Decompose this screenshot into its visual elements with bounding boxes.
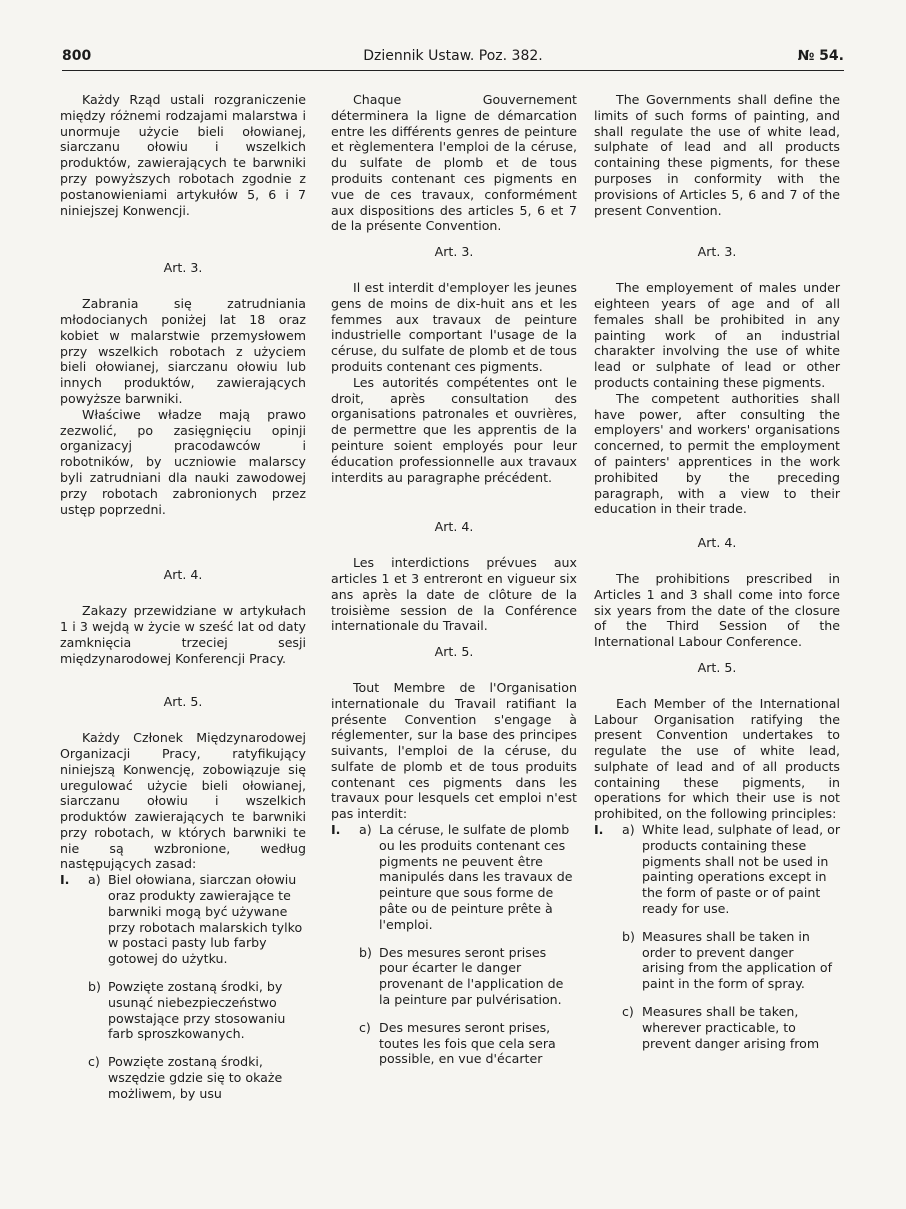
item-text: Des mesures seront prises, toutes les fois que cela sera possible, en vue d'écarter — [379, 1019, 556, 1067]
article-3-paragraph-1: Il est interdit d'employer les jeunes gens de moins de dix-huit ans et les femmes aux travaux de peinture industrielle comportant l'usage de la céruse, du sulfate de plomb et de tous produits contenant ces pigments. — [331, 279, 577, 374]
article-3-title: Art. 3. — [697, 244, 737, 260]
article-3-paragraph-2: Właściwe władze mają prawo zezwolić, po zasięgnięciu opinji organizacyj pracodawców i robotników, by uczniowie malarscy byli zatrudniani dla nauki zawodowej przy robotach zabronionych przez ustęp poprzedni. — [60, 406, 306, 517]
item-letter: b) — [622, 928, 635, 944]
list-item — [331, 945, 577, 1008]
item-number: I. — [594, 822, 604, 838]
page-header — [62, 48, 844, 72]
item-letter: b) — [359, 944, 372, 960]
article-3-title: Art. 3. — [434, 244, 474, 260]
item-text: Powzięte zostaną środki, by usunąć niebezpieczeństwo powstające przy stosowaniu farb sproszkowanych. — [108, 979, 286, 1042]
list-item — [60, 872, 306, 967]
list-item — [594, 822, 840, 917]
item-text: Measures shall be taken, wherever practicable, to prevent danger arising from — [642, 1004, 820, 1051]
item-letter: a) — [622, 822, 635, 838]
issue-number: № 54. — [797, 48, 844, 64]
article-4-paragraph: Les interdictions prévues aux articles 1 et 3 entreront en vigueur six ans après la date de clôture de la troisième session de la Conférence internationale du Travail. — [331, 555, 577, 634]
article-4-title: Art. 4. — [434, 519, 474, 535]
item-text: Biel ołowiana, siarczan ołowiu oraz produkty zawierające te barwniki mogą być używane przy robotach malarskich tylko w postaci pasty lub farby gotowej do użytku. — [108, 872, 303, 967]
item-letter: c) — [622, 1004, 634, 1020]
article-3-paragraph-1: The employement of males under eighteen years of age and of all females shall be prohibited in any painting work of an industrial charakter involving the use of white lead or sulphate of lead or other products containing these pigments. — [594, 280, 840, 390]
list-item — [594, 1004, 840, 1051]
item-letter: a) — [359, 822, 372, 838]
intro-paragraph: Każdy Rząd ustali rozgraniczenie między różnemi rodzajami malarstwa i unormuje użycie bieli ołowianej, siarczanu ołowiu i wszelkich produktów, zawierających te barwniki przy powyższych robotach zgodnie z postanowieniami artykułów 5, 6 i 7 niniejszej Konwencji. — [60, 92, 306, 218]
journal-title: Dziennik Ustaw. Poz. 382. — [363, 48, 543, 64]
item-letter: b) — [88, 979, 101, 995]
list-item — [60, 1054, 306, 1101]
intro-paragraph: The Governments shall define the limits of such forms of painting, and shall regulate the use of white lead, sulphate of lead and all products containing these pigments, for these purposes in conformity with the provisions of Articles 5, 6 and 7 of the present Convention. — [594, 92, 840, 218]
column-french — [331, 92, 577, 1067]
article-5-paragraph: Each Member of the International Labour Organisation ratifying the present Convention undertakes to regulate the use of white lead, sulphate of lead and of all products containing these pigments, in operations for which their use is not prohibited, on the following principles: — [594, 695, 840, 822]
article-4-title: Art. 4. — [697, 535, 737, 551]
article-5-title: Art. 5. — [163, 694, 203, 710]
article-3-title: Art. 3. — [163, 260, 203, 276]
item-letter: c) — [88, 1054, 100, 1070]
list-item — [331, 1020, 577, 1067]
article-3-paragraph-1: Zabrania się zatrudniania młodocianych poniżej lat 18 oraz kobiet w malarstwie przemysłowem przy wszelkich robotach z użyciem bieli ołowianej, siarczanu ołowiu lub innych produktów, zawierających powyższe barwniki. — [60, 296, 306, 406]
column-polish — [60, 92, 306, 1102]
item-number: I. — [60, 872, 70, 888]
item-text: Powzięte zostaną środki, wszędzie gdzie się to okaże możliwem, by usu — [108, 1054, 283, 1101]
article-3-paragraph-2: Les autorités compétentes ont le droit, après consultation des organisations patronales et ouvrières, de permettre que les apprentis de la peinture soient employés pour leur éducation professionnelle aux travaux interdits au paragraphe précédent. — [331, 374, 577, 485]
list-item — [60, 979, 306, 1042]
article-4-title: Art. 4. — [163, 567, 203, 583]
article-5-paragraph: Tout Membre de l'Organisation internationale du Travail ratifiant la présente Convention s'engage à réglementer, sur la base des principes suivants, l'emploi de la céruse, du sulfate de plomb et de tous produits contenant ces pigments dans les travaux pour lesquels cet emploi n'est pas interdit: — [331, 679, 577, 822]
list-item — [331, 822, 577, 933]
article-3-paragraph-2: The competent authorities shall have power, after consulting the employers' and workers' organisations concerned, to permit the employment of painters' apprentices in the work prohibited by the preceding paragraph, with a view to their education in their trade. — [594, 390, 840, 517]
column-english — [594, 92, 840, 1051]
intro-paragraph: Chaque Gouvernement déterminera la ligne de démarcation entre les différents genres de peinture et règlementera l'emploi de la céruse, du sulfate de plomb et de tous produits contenant ces pigments en vue de ces travaux, conformément aux dispositions des articles 5, 6 et 7 de la présente Convention. — [331, 92, 577, 234]
header-rule — [62, 70, 844, 71]
article-5-title: Art. 5. — [697, 659, 737, 675]
item-letter: c) — [359, 1019, 371, 1035]
item-letter: a) — [88, 872, 101, 888]
item-text: Des mesures seront prises pour écarter le danger provenant de l'application de la peinture par pulvérisation. — [379, 944, 564, 1008]
article-4-paragraph: The prohibitions prescribed in Articles 1 and 3 shall come into force six years from the date of the closure of the Third Session of the International Labour Conference. — [594, 570, 840, 650]
item-number: I. — [331, 822, 341, 838]
list-item — [594, 929, 840, 992]
page-number: 800 — [62, 48, 92, 64]
item-text: La céruse, le sulfate de plomb ou les produits contenant ces pigments ne peuvent être manipulés dans les travaux de peinture que sous forme de pâte ou de peinture prête à l'emploi. — [379, 822, 573, 932]
article-5-paragraph: Każdy Członek Międzynarodowej Organizacji Pracy, ratyfikujący niniejszą Konwencję, zobowiązuje się uregulować użycie bieli ołowianej, siarczanu ołowiu i wszelkich produktów zawierających te barwniki przy robotach, w których barwniki te nie są wzbronione, według następujących zasad: — [60, 730, 306, 872]
article-4-paragraph: Zakazy przewidziane w artykułach 1 i 3 wejdą w życie w sześć lat od daty zamknięcia trzeciej sesji międzynarodowej Konferencji Pracy. — [60, 603, 306, 666]
item-text: Measures shall be taken in order to prevent danger arising from the application of paint in the form of spray. — [642, 928, 833, 992]
item-text: White lead, sulphate of lead, or products containing these pigments shall not be used in painting operations except in the form of paste or of paint ready for use. — [642, 822, 841, 917]
article-5-title: Art. 5. — [434, 644, 474, 660]
